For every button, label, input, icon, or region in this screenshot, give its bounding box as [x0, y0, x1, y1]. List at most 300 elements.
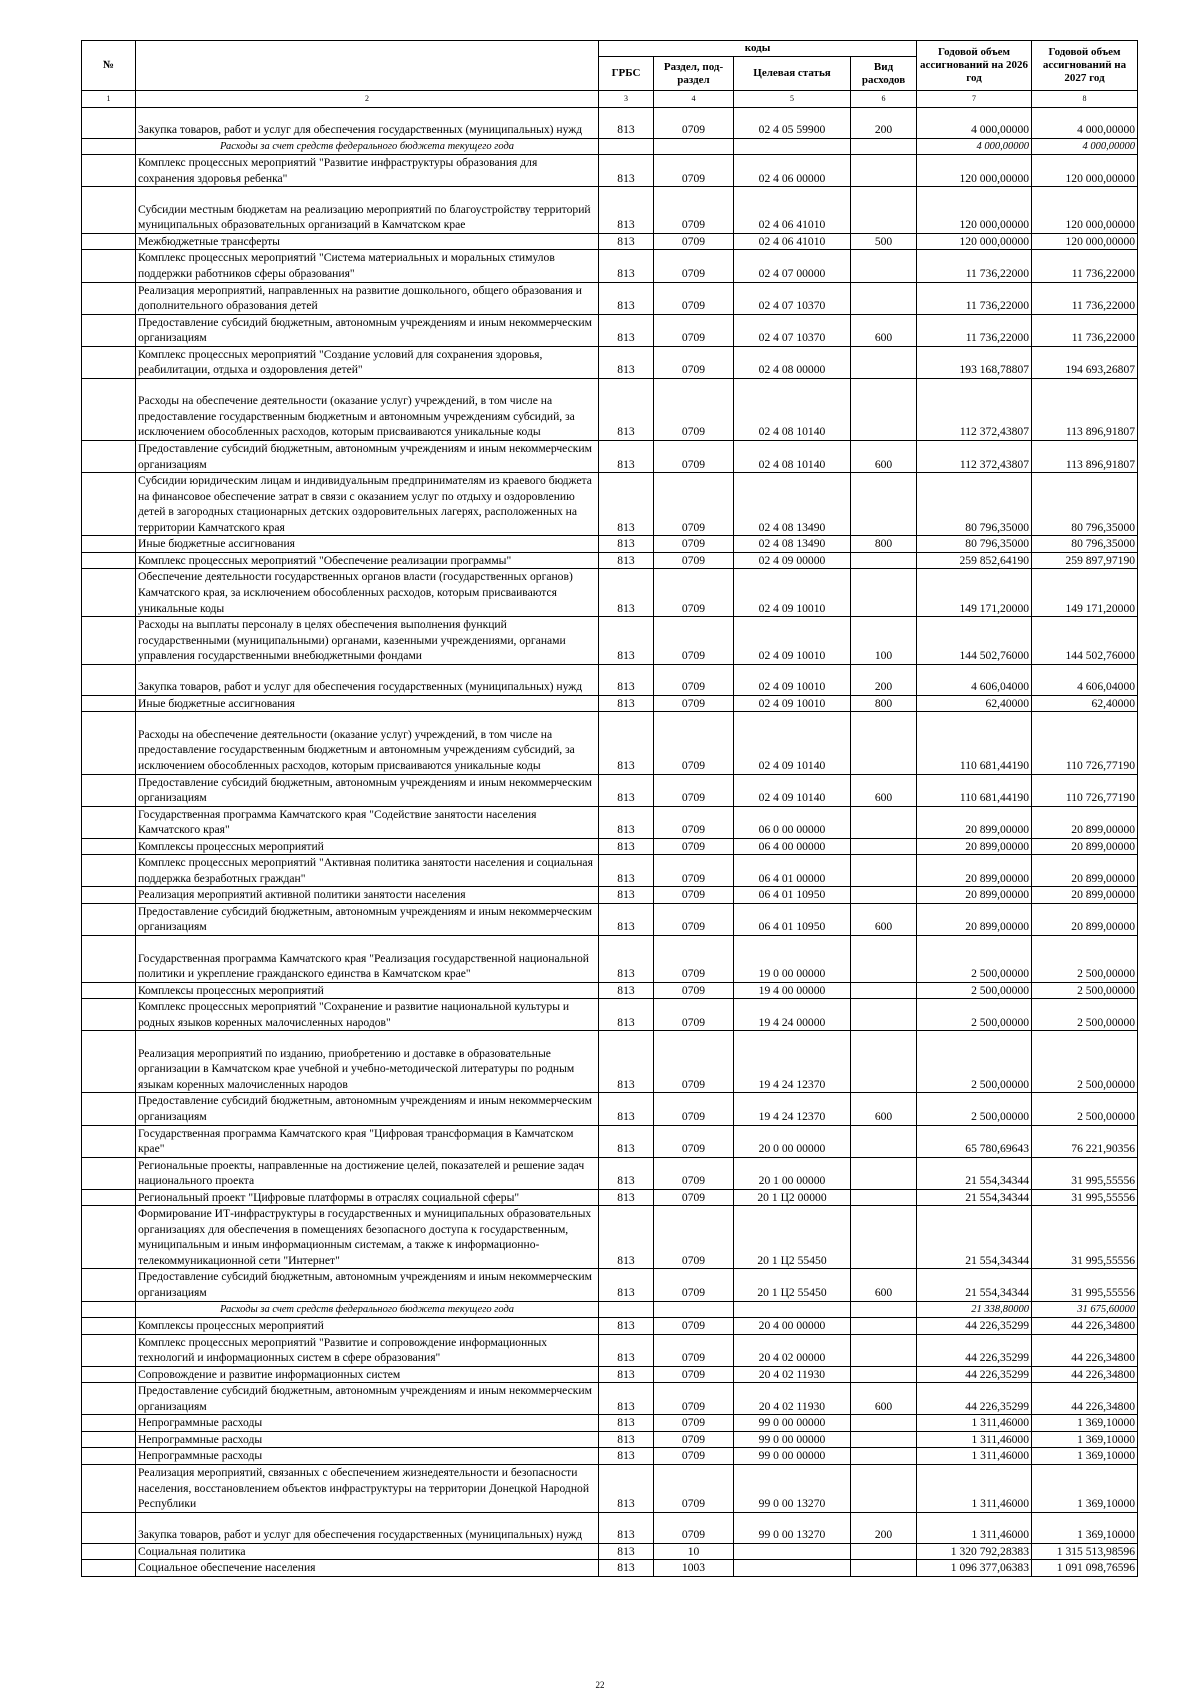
razdel-cell: 0709 — [654, 282, 734, 314]
grbs-cell: 813 — [599, 887, 654, 904]
amount-2026-cell: 2 500,00000 — [917, 1031, 1032, 1093]
table-row — [82, 569, 1138, 617]
grbs-cell: 813 — [599, 1206, 654, 1269]
amount-2026-cell: 193 168,78807 — [917, 346, 1032, 378]
razdel-cell: 0709 — [654, 1448, 734, 1465]
row-number-cell — [82, 1301, 136, 1318]
expense-type-cell — [851, 552, 917, 569]
amount-2027-cell: 4 606,04000 — [1032, 664, 1138, 695]
row-number-cell — [82, 1157, 136, 1189]
row-number-cell — [82, 282, 136, 314]
row-name-cell: Государственная программа Камчатского края "Содействие занятости населения Камчатского края" — [136, 806, 599, 838]
table-row — [82, 1269, 1138, 1301]
table-row — [82, 1157, 1138, 1189]
row-name-cell: Предоставление субсидий бюджетным, автономным учреждениям и иным некоммерческим организациям — [136, 903, 599, 935]
grbs-cell: 813 — [599, 569, 654, 617]
row-number-cell — [82, 1543, 136, 1560]
table-row — [82, 346, 1138, 378]
table-row — [82, 1206, 1138, 1269]
amount-2026-cell: 2 500,00000 — [917, 1093, 1032, 1125]
row-number-cell — [82, 138, 136, 155]
expense-type-cell — [851, 138, 917, 155]
amount-2026-cell: 62,40000 — [917, 695, 1032, 712]
expense-type-cell — [851, 1431, 917, 1448]
amount-2026-cell: 112 372,43807 — [917, 378, 1032, 440]
column-index: 1 — [82, 91, 136, 108]
row-name-cell: Субсидии юридическим лицам и индивидуальным предпринимателям из краевого бюджета на финансовое обеспечение затрат в связи с оказанием услуг по отдыху и оздоровлению детей в загородных стационарных детских оздоровительных лагерях, расположенных на территории Камчатского края — [136, 473, 599, 536]
amount-2026-cell: 11 736,22000 — [917, 282, 1032, 314]
target-article-cell: 02 4 09 10010 — [734, 695, 851, 712]
table-row — [82, 935, 1138, 982]
grbs-cell: 813 — [599, 1334, 654, 1366]
table-row — [82, 1125, 1138, 1157]
expense-type-cell — [851, 1560, 917, 1577]
amount-2027-cell: 11 736,22000 — [1032, 282, 1138, 314]
expense-type-cell — [851, 1465, 917, 1513]
razdel-cell: 0709 — [654, 806, 734, 838]
table-row — [82, 838, 1138, 855]
expense-type-cell — [851, 569, 917, 617]
expense-type-cell: 800 — [851, 536, 917, 553]
table-row — [82, 999, 1138, 1031]
amount-2027-cell: 44 226,34800 — [1032, 1318, 1138, 1335]
grbs-cell: 813 — [599, 233, 654, 250]
amount-2027-cell: 1 315 513,98596 — [1032, 1543, 1138, 1560]
target-article-cell: 06 4 01 10950 — [734, 887, 851, 904]
table-row — [82, 887, 1138, 904]
target-article-cell: 02 4 09 00000 — [734, 552, 851, 569]
expense-type-cell — [851, 1157, 917, 1189]
target-article-cell — [734, 138, 851, 155]
row-number-cell — [82, 982, 136, 999]
table-row — [82, 1448, 1138, 1465]
row-number-cell — [82, 155, 136, 187]
amount-2026-cell: 110 681,44190 — [917, 712, 1032, 774]
target-article-cell: 20 0 00 00000 — [734, 1125, 851, 1157]
amount-2027-cell: 20 899,00000 — [1032, 838, 1138, 855]
row-number-cell — [82, 552, 136, 569]
expense-type-cell: 600 — [851, 441, 917, 473]
row-number-cell — [82, 250, 136, 282]
row-name-cell: Расходы на выплаты персоналу в целях обеспечения выполнения функций государственными (муниципальными) органами, казенными учреждениями, органами управления государственными внебюджетными фондами — [136, 617, 599, 665]
razdel-cell: 0709 — [654, 903, 734, 935]
target-article-cell: 02 4 09 10010 — [734, 617, 851, 665]
amount-2026-cell: 11 736,22000 — [917, 250, 1032, 282]
amount-2026-cell: 1 311,46000 — [917, 1512, 1032, 1543]
row-number-cell — [82, 664, 136, 695]
amount-2027-cell: 1 369,10000 — [1032, 1415, 1138, 1432]
amount-2027-cell: 113 896,91807 — [1032, 441, 1138, 473]
grbs-cell: 813 — [599, 1269, 654, 1301]
amount-2027-cell: 11 736,22000 — [1032, 314, 1138, 346]
row-name-cell: Сопровождение и развитие информационных систем — [136, 1366, 599, 1383]
target-article-cell: 20 4 02 00000 — [734, 1334, 851, 1366]
amount-2026-cell: 2 500,00000 — [917, 999, 1032, 1031]
grbs-cell: 813 — [599, 774, 654, 806]
target-article-cell: 02 4 06 00000 — [734, 155, 851, 187]
amount-2026-cell: 1 311,46000 — [917, 1431, 1032, 1448]
header-razdel: Раздел, под-раздел — [654, 57, 734, 91]
grbs-cell: 813 — [599, 838, 654, 855]
target-article-cell: 02 4 06 41010 — [734, 187, 851, 234]
grbs-cell: 813 — [599, 1415, 654, 1432]
razdel-cell: 0709 — [654, 1334, 734, 1366]
razdel-cell: 0709 — [654, 1512, 734, 1543]
razdel-cell: 0709 — [654, 1318, 734, 1335]
expense-type-cell — [851, 999, 917, 1031]
expense-type-cell — [851, 155, 917, 187]
row-name-cell: Реализация мероприятий, направленных на развитие дошкольного, общего образования и дополнительного образования детей — [136, 282, 599, 314]
row-number-cell — [82, 712, 136, 774]
amount-2027-cell: 31 675,60000 — [1032, 1301, 1138, 1318]
table-row — [82, 1031, 1138, 1093]
row-name-cell: Предоставление субсидий бюджетным, автономным учреждениям и иным некоммерческим организациям — [136, 1093, 599, 1125]
grbs-cell: 813 — [599, 695, 654, 712]
amount-2027-cell: 1 091 098,76596 — [1032, 1560, 1138, 1577]
row-name-cell: Комплекс процессных мероприятий "Создание условий для сохранения здоровья, реабилитации, отдыха и оздоровления детей" — [136, 346, 599, 378]
table-row — [82, 1512, 1138, 1543]
amount-2026-cell: 144 502,76000 — [917, 617, 1032, 665]
razdel-cell: 0709 — [654, 1366, 734, 1383]
razdel-cell: 0709 — [654, 1415, 734, 1432]
table-row — [82, 982, 1138, 999]
amount-2026-cell: 20 899,00000 — [917, 838, 1032, 855]
razdel-cell: 0709 — [654, 378, 734, 440]
row-number-cell — [82, 536, 136, 553]
grbs-cell: 813 — [599, 1431, 654, 1448]
amount-2026-cell: 80 796,35000 — [917, 473, 1032, 536]
expense-type-cell: 600 — [851, 774, 917, 806]
target-article-cell: 19 4 24 00000 — [734, 999, 851, 1031]
row-number-cell — [82, 473, 136, 536]
amount-2027-cell: 149 171,20000 — [1032, 569, 1138, 617]
table-row — [82, 1543, 1138, 1560]
row-name-cell: Реализация мероприятий, связанных с обеспечением жизнедеятельности и безопасности населения, восстановлением объектов инфраструктуры на территории Донецкой Народной Республики — [136, 1465, 599, 1513]
amount-2027-cell: 20 899,00000 — [1032, 887, 1138, 904]
amount-2027-cell: 2 500,00000 — [1032, 999, 1138, 1031]
amount-2026-cell: 2 500,00000 — [917, 982, 1032, 999]
grbs-cell: 813 — [599, 806, 654, 838]
amount-2027-cell: 144 502,76000 — [1032, 617, 1138, 665]
target-article-cell: 02 4 09 10140 — [734, 712, 851, 774]
row-name-cell: Расходы за счет средств федерального бюджета текущего года — [136, 138, 599, 155]
grbs-cell: 813 — [599, 441, 654, 473]
amount-2026-cell: 1 311,46000 — [917, 1465, 1032, 1513]
table-row — [82, 1560, 1138, 1577]
target-article-cell: 99 0 00 13270 — [734, 1512, 851, 1543]
grbs-cell: 813 — [599, 346, 654, 378]
amount-2026-cell: 20 899,00000 — [917, 887, 1032, 904]
table-body — [82, 107, 1138, 1576]
razdel-cell: 0709 — [654, 695, 734, 712]
target-article-cell: 06 4 01 00000 — [734, 855, 851, 887]
table-row — [82, 155, 1138, 187]
razdel-cell: 0709 — [654, 855, 734, 887]
row-name-cell: Реализация мероприятий активной политики занятости населения — [136, 887, 599, 904]
expense-type-cell — [851, 378, 917, 440]
amount-2026-cell: 1 311,46000 — [917, 1415, 1032, 1432]
target-article-cell: 20 4 02 11930 — [734, 1383, 851, 1415]
grbs-cell: 813 — [599, 1448, 654, 1465]
expense-type-cell — [851, 1334, 917, 1366]
grbs-cell: 813 — [599, 1189, 654, 1206]
target-article-cell: 02 4 09 10140 — [734, 774, 851, 806]
amount-2027-cell: 80 796,35000 — [1032, 536, 1138, 553]
razdel-cell: 0709 — [654, 1125, 734, 1157]
table-row — [82, 1431, 1138, 1448]
expense-type-cell — [851, 1415, 917, 1432]
target-article-cell: 02 4 07 10370 — [734, 314, 851, 346]
table-row — [82, 314, 1138, 346]
amount-2026-cell: 110 681,44190 — [917, 774, 1032, 806]
table-row — [82, 903, 1138, 935]
table-row — [82, 664, 1138, 695]
table-row — [82, 187, 1138, 234]
razdel-cell: 0709 — [654, 187, 734, 234]
target-article-cell: 02 4 08 13490 — [734, 536, 851, 553]
expense-type-cell: 500 — [851, 233, 917, 250]
razdel-cell: 0709 — [654, 552, 734, 569]
expense-type-cell: 600 — [851, 1093, 917, 1125]
row-name-cell: Государственная программа Камчатского края "Цифровая трансформация в Камчатском крае" — [136, 1125, 599, 1157]
razdel-cell: 0709 — [654, 1383, 734, 1415]
budget-table — [81, 40, 1138, 1577]
target-article-cell — [734, 1301, 851, 1318]
razdel-cell: 0709 — [654, 935, 734, 982]
row-number-cell — [82, 1189, 136, 1206]
row-number-cell — [82, 999, 136, 1031]
amount-2026-cell: 120 000,00000 — [917, 233, 1032, 250]
razdel-cell: 0709 — [654, 1465, 734, 1513]
grbs-cell: 813 — [599, 903, 654, 935]
target-article-cell: 99 0 00 00000 — [734, 1448, 851, 1465]
amount-2026-cell: 2 500,00000 — [917, 935, 1032, 982]
amount-2027-cell: 76 221,90356 — [1032, 1125, 1138, 1157]
grbs-cell: 813 — [599, 712, 654, 774]
grbs-cell: 813 — [599, 282, 654, 314]
razdel-cell: 0709 — [654, 155, 734, 187]
amount-2027-cell: 120 000,00000 — [1032, 155, 1138, 187]
target-article-cell: 20 1 Ц2 55450 — [734, 1206, 851, 1269]
expense-type-cell — [851, 1031, 917, 1093]
razdel-cell: 0709 — [654, 887, 734, 904]
row-name-cell: Комплекс процессных мероприятий "Развитие инфраструктуры образования для сохранения здоровья ребенка" — [136, 155, 599, 187]
table-row — [82, 282, 1138, 314]
grbs-cell: 813 — [599, 935, 654, 982]
grbs-cell: 813 — [599, 1125, 654, 1157]
amount-2026-cell: 11 736,22000 — [917, 314, 1032, 346]
amount-2026-cell: 20 899,00000 — [917, 806, 1032, 838]
amount-2027-cell: 31 995,55556 — [1032, 1206, 1138, 1269]
row-name-cell: Предоставление субсидий бюджетным, автономным учреждениям и иным некоммерческим организациям — [136, 774, 599, 806]
amount-2027-cell: 62,40000 — [1032, 695, 1138, 712]
razdel-cell — [654, 1301, 734, 1318]
row-number-cell — [82, 1383, 136, 1415]
expense-type-cell: 600 — [851, 1269, 917, 1301]
target-article-cell: 20 1 Ц2 00000 — [734, 1189, 851, 1206]
expense-type-cell: 600 — [851, 1383, 917, 1415]
expense-type-cell — [851, 712, 917, 774]
target-article-cell: 06 0 00 00000 — [734, 806, 851, 838]
razdel-cell: 0709 — [654, 617, 734, 665]
header-year-2026: Годовой объем ассигнований на 2026 год — [917, 41, 1032, 91]
amount-2027-cell: 110 726,77190 — [1032, 712, 1138, 774]
expense-type-cell — [851, 806, 917, 838]
row-number-cell — [82, 806, 136, 838]
target-article-cell: 02 4 07 10370 — [734, 282, 851, 314]
row-number-cell — [82, 1448, 136, 1465]
row-name-cell: Межбюджетные трансферты — [136, 233, 599, 250]
table-row-note — [82, 1301, 1138, 1318]
razdel-cell: 0709 — [654, 107, 734, 138]
row-name-cell: Предоставление субсидий бюджетным, автономным учреждениям и иным некоммерческим организациям — [136, 441, 599, 473]
row-number-cell — [82, 617, 136, 665]
grbs-cell: 813 — [599, 378, 654, 440]
target-article-cell: 02 4 09 10010 — [734, 569, 851, 617]
target-article-cell: 19 4 00 00000 — [734, 982, 851, 999]
grbs-cell: 813 — [599, 250, 654, 282]
razdel-cell: 0709 — [654, 473, 734, 536]
amount-2027-cell: 80 796,35000 — [1032, 473, 1138, 536]
header-number: № — [82, 41, 136, 91]
amount-2027-cell: 1 369,10000 — [1032, 1465, 1138, 1513]
amount-2026-cell: 112 372,43807 — [917, 441, 1032, 473]
target-article-cell: 02 4 08 13490 — [734, 473, 851, 536]
table-row — [82, 712, 1138, 774]
row-number-cell — [82, 441, 136, 473]
row-name-cell: Непрограммные расходы — [136, 1415, 599, 1432]
amount-2027-cell: 120 000,00000 — [1032, 187, 1138, 234]
amount-2026-cell: 1 320 792,28383 — [917, 1543, 1032, 1560]
row-name-cell: Закупка товаров, работ и услуг для обеспечения государственных (муниципальных) нужд — [136, 664, 599, 695]
row-name-cell: Расходы на обеспечение деятельности (оказание услуг) учреждений, в том числе на предоставление государственным бюджетным и автономным учреждениям субсидий, за исключением обособленных расходов, которым присваиваются уникальные коды — [136, 378, 599, 440]
amount-2027-cell: 1 369,10000 — [1032, 1512, 1138, 1543]
razdel-cell: 0709 — [654, 1269, 734, 1301]
amount-2026-cell: 20 899,00000 — [917, 855, 1032, 887]
grbs-cell: 813 — [599, 1366, 654, 1383]
row-number-cell — [82, 346, 136, 378]
target-article-cell: 02 4 08 00000 — [734, 346, 851, 378]
grbs-cell: 813 — [599, 982, 654, 999]
amount-2026-cell: 4 000,00000 — [917, 138, 1032, 155]
amount-2026-cell: 21 554,34344 — [917, 1206, 1032, 1269]
amount-2026-cell: 21 554,34344 — [917, 1269, 1032, 1301]
razdel-cell: 0709 — [654, 1157, 734, 1189]
table-row — [82, 1093, 1138, 1125]
column-index: 2 — [136, 91, 599, 108]
expense-type-cell: 200 — [851, 1512, 917, 1543]
row-number-cell — [82, 1318, 136, 1335]
table-row — [82, 441, 1138, 473]
target-article-cell: 20 1 00 00000 — [734, 1157, 851, 1189]
header-grbs: ГРБС — [599, 57, 654, 91]
amount-2027-cell: 20 899,00000 — [1032, 855, 1138, 887]
table-row — [82, 617, 1138, 665]
grbs-cell: 813 — [599, 107, 654, 138]
razdel-cell: 0709 — [654, 1431, 734, 1448]
header-name — [136, 41, 599, 91]
razdel-cell: 0709 — [654, 569, 734, 617]
amount-2027-cell: 44 226,34800 — [1032, 1383, 1138, 1415]
column-index: 3 — [599, 91, 654, 108]
row-number-cell — [82, 1560, 136, 1577]
grbs-cell: 813 — [599, 1512, 654, 1543]
amount-2026-cell: 4 606,04000 — [917, 664, 1032, 695]
row-name-cell: Предоставление субсидий бюджетным, автономным учреждениям и иным некоммерческим организациям — [136, 1383, 599, 1415]
table-header — [82, 41, 1138, 108]
column-index: 7 — [917, 91, 1032, 108]
row-number-cell — [82, 1366, 136, 1383]
row-name-cell: Формирование ИТ-инфраструктуры в государственных и муниципальных образовательных организациях для обеспечения в помещениях безопасного доступа к государственным, муниципальным и иным информационным системам, а также к информационно-телекоммуникационной сети "Интернет" — [136, 1206, 599, 1269]
expense-type-cell — [851, 1366, 917, 1383]
expense-type-cell — [851, 838, 917, 855]
amount-2027-cell: 110 726,77190 — [1032, 774, 1138, 806]
row-number-cell — [82, 1415, 136, 1432]
header-codes: коды — [599, 41, 917, 57]
amount-2026-cell: 1 311,46000 — [917, 1448, 1032, 1465]
row-number-cell — [82, 903, 136, 935]
target-article-cell: 02 4 08 10140 — [734, 378, 851, 440]
razdel-cell: 0709 — [654, 838, 734, 855]
row-number-cell — [82, 887, 136, 904]
row-name-cell: Комплексы процессных мероприятий — [136, 838, 599, 855]
header-target-article: Целевая статья — [734, 57, 851, 91]
row-number-cell — [82, 1465, 136, 1513]
row-name-cell: Субсидии местным бюджетам на реализацию мероприятий по благоустройству территорий муниципальных образовательных организаций в Камчатском крае — [136, 187, 599, 234]
amount-2027-cell: 1 369,10000 — [1032, 1431, 1138, 1448]
row-name-cell: Закупка товаров, работ и услуг для обеспечения государственных (муниципальных) нужд — [136, 1512, 599, 1543]
target-article-cell: 20 4 02 11930 — [734, 1366, 851, 1383]
target-article-cell: 99 0 00 00000 — [734, 1431, 851, 1448]
table-row — [82, 855, 1138, 887]
row-number-cell — [82, 378, 136, 440]
row-name-cell: Комплекс процессных мероприятий "Сохранение и развитие национальной культуры и родных языков коренных малочисленных народов" — [136, 999, 599, 1031]
target-article-cell: 02 4 06 41010 — [734, 233, 851, 250]
expense-type-cell — [851, 282, 917, 314]
amount-2027-cell: 44 226,34800 — [1032, 1366, 1138, 1383]
razdel-cell: 0709 — [654, 250, 734, 282]
expense-type-cell — [851, 1543, 917, 1560]
table-row — [82, 552, 1138, 569]
amount-2026-cell: 21 338,80000 — [917, 1301, 1032, 1318]
grbs-cell: 813 — [599, 1093, 654, 1125]
expense-type-cell — [851, 187, 917, 234]
razdel-cell: 0709 — [654, 1093, 734, 1125]
grbs-cell: 813 — [599, 855, 654, 887]
grbs-cell: 813 — [599, 999, 654, 1031]
row-name-cell: Региональный проект "Цифровые платформы в отраслях социальной сферы" — [136, 1189, 599, 1206]
expense-type-cell — [851, 473, 917, 536]
row-name-cell: Обеспечение деятельности государственных органов власти (государственных органов) Камчатского края, за исключением обособленных расходов, которым присваиваются уникальные коды — [136, 569, 599, 617]
expense-type-cell — [851, 935, 917, 982]
header-year-2027: Годовой объем ассигнований на 2027 год — [1032, 41, 1138, 91]
row-name-cell: Комплекс процессных мероприятий "Система материальных и моральных стимулов поддержки работников сферы образования" — [136, 250, 599, 282]
row-name-cell: Социальная политика — [136, 1543, 599, 1560]
row-name-cell: Расходы за счет средств федерального бюджета текущего года — [136, 1301, 599, 1318]
razdel-cell: 0709 — [654, 1031, 734, 1093]
grbs-cell: 813 — [599, 1383, 654, 1415]
razdel-cell: 0709 — [654, 1189, 734, 1206]
row-name-cell: Комплексы процессных мероприятий — [136, 982, 599, 999]
expense-type-cell — [851, 1448, 917, 1465]
target-article-cell: 19 4 24 12370 — [734, 1093, 851, 1125]
razdel-cell: 0709 — [654, 712, 734, 774]
grbs-cell: 813 — [599, 617, 654, 665]
expense-type-cell — [851, 887, 917, 904]
grbs-cell: 813 — [599, 155, 654, 187]
razdel-cell: 0709 — [654, 999, 734, 1031]
table-row — [82, 233, 1138, 250]
